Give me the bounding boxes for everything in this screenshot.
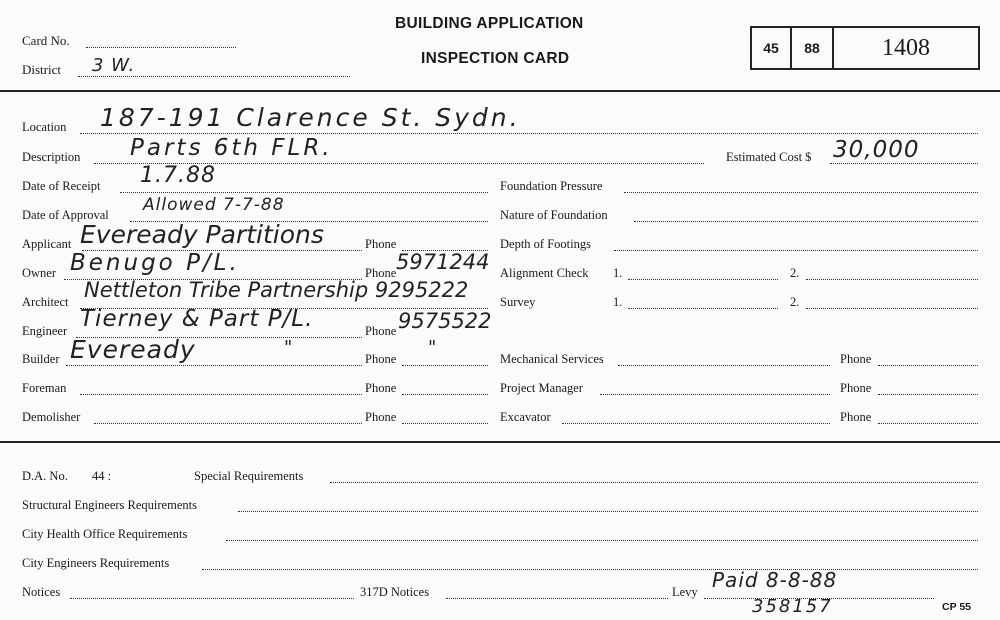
demolisher-phone-label: Phone — [365, 410, 397, 424]
foreman-phone-field[interactable] — [402, 394, 488, 395]
applicant-value: Eveready Partitions — [80, 220, 324, 249]
da-no-value: 44 : — [92, 469, 112, 483]
demolisher-field[interactable] — [94, 423, 362, 424]
card-number: 1408 — [882, 34, 930, 61]
engineer-value: Tierney & Part P/L. — [80, 306, 314, 332]
notices-label: Notices — [22, 585, 61, 599]
engineer-label: Engineer — [22, 324, 68, 338]
district-value: 3 W. — [92, 55, 136, 76]
title-inspection-card: INSPECTION CARD — [421, 50, 570, 67]
date-approval-label: Date of Approval — [22, 208, 109, 222]
survey-2-label: 2. — [790, 295, 800, 309]
engineer-phone-label: Phone — [365, 324, 397, 338]
da-no-label: D.A. No. — [22, 469, 68, 483]
estimated-cost-label: Estimated Cost $ — [726, 150, 812, 164]
foundation-pressure-label: Foundation Pressure — [500, 179, 603, 193]
builder-phone-value: " — [428, 337, 438, 358]
survey-1-field[interactable] — [628, 308, 778, 309]
project-manager-phone-field[interactable] — [878, 394, 978, 395]
alignment-2-field[interactable] — [806, 279, 978, 280]
nature-foundation-field[interactable] — [634, 221, 978, 222]
project-manager-field[interactable] — [600, 394, 830, 395]
structural-requirements-field[interactable] — [238, 511, 978, 512]
date-receipt-label: Date of Receipt — [22, 179, 101, 193]
date-receipt-field[interactable] — [120, 192, 488, 193]
owner-value: Benugo P/L. — [70, 250, 240, 276]
card-no-field[interactable] — [86, 47, 236, 48]
architect-label: Architect — [22, 295, 69, 309]
special-requirements-field[interactable] — [330, 482, 978, 483]
demolisher-label: Demolisher — [22, 410, 81, 424]
title-building-application: BUILDING APPLICATION — [395, 15, 584, 32]
notices-field[interactable] — [70, 598, 354, 599]
builder-ditto-mark: " — [284, 337, 294, 358]
city-engineers-field[interactable] — [202, 569, 978, 570]
health-requirements-field[interactable] — [226, 540, 978, 541]
survey-2-field[interactable] — [806, 308, 978, 309]
foreman-field[interactable] — [80, 394, 362, 395]
excavator-phone-label: Phone — [840, 410, 872, 424]
receipt-number: 358157 — [752, 596, 833, 617]
district-field[interactable] — [78, 76, 350, 77]
excavator-phone-field[interactable] — [878, 423, 978, 424]
card-no-label: Card No. — [22, 33, 70, 48]
card-number-box — [750, 26, 980, 70]
project-manager-label: Project Manager — [500, 381, 583, 395]
middle-rule — [0, 441, 1000, 443]
estimated-cost-value: 30,000 — [833, 137, 920, 163]
alignment-check-label: Alignment Check — [500, 266, 589, 280]
alignment-1-field[interactable] — [628, 279, 778, 280]
builder-phone-label: Phone — [365, 352, 397, 366]
foundation-pressure-field[interactable] — [624, 192, 978, 193]
depth-footings-label: Depth of Footings — [500, 237, 591, 251]
builder-field[interactable] — [66, 365, 362, 366]
date-approval-value: Allowed 7-7-88 — [143, 195, 285, 215]
engineer-phone-value: 9575522 — [398, 309, 492, 333]
form-code: CP 55 — [942, 601, 971, 613]
foreman-phone-label: Phone — [365, 381, 397, 395]
mechanical-phone-label: Phone — [840, 352, 872, 366]
health-requirements-label: City Health Office Requirements — [22, 527, 188, 541]
architect-value: Nettleton Tribe Partnership 9295222 — [84, 278, 469, 302]
date-receipt-value: 1.7.88 — [140, 163, 216, 188]
estimated-cost-field[interactable] — [830, 163, 978, 164]
description-label: Description — [22, 150, 81, 164]
owner-label: Owner — [22, 266, 57, 280]
alignment-1-label: 1. — [613, 266, 623, 280]
survey-label: Survey — [500, 295, 536, 309]
location-label: Location — [22, 120, 67, 134]
builder-phone-field[interactable] — [402, 365, 488, 366]
description-value: Parts 6th FLR. — [130, 135, 333, 161]
depth-footings-field[interactable] — [614, 250, 978, 251]
box-district-code: 45 — [752, 28, 792, 68]
location-value: 187-191 Clarence St. Sydn. — [100, 103, 521, 132]
levy-label: Levy — [672, 585, 698, 599]
demolisher-phone-field[interactable] — [402, 423, 488, 424]
alignment-2-label: 2. — [790, 266, 800, 280]
project-manager-phone-label: Phone — [840, 381, 872, 395]
applicant-label: Applicant — [22, 237, 72, 251]
structural-requirements-label: Structural Engineers Requirements — [22, 498, 197, 512]
location-field[interactable] — [80, 133, 978, 134]
owner-phone-label: Phone — [365, 266, 397, 280]
city-engineers-label: City Engineers Requirements — [22, 556, 170, 570]
mechanical-field[interactable] — [618, 365, 830, 366]
owner-phone-value: 5971244 — [396, 250, 490, 274]
excavator-field[interactable] — [562, 423, 830, 424]
mechanical-label: Mechanical Services — [500, 352, 604, 366]
district-label: District — [22, 62, 61, 77]
notices-317d-field[interactable] — [446, 598, 668, 599]
nature-foundation-label: Nature of Foundation — [500, 208, 608, 222]
notices-317d-label: 317D Notices — [360, 585, 430, 599]
applicant-phone-label: Phone — [365, 237, 397, 251]
foreman-label: Foreman — [22, 381, 67, 395]
survey-1-label: 1. — [613, 295, 623, 309]
builder-value: Eveready — [70, 335, 196, 364]
box-year: 88 — [792, 28, 834, 68]
mechanical-phone-field[interactable] — [878, 365, 978, 366]
excavator-label: Excavator — [500, 410, 551, 424]
top-rule — [0, 90, 1000, 92]
builder-label: Builder — [22, 352, 60, 366]
levy-value: Paid 8-8-88 — [712, 568, 838, 592]
special-requirements-label: Special Requirements — [194, 469, 304, 483]
